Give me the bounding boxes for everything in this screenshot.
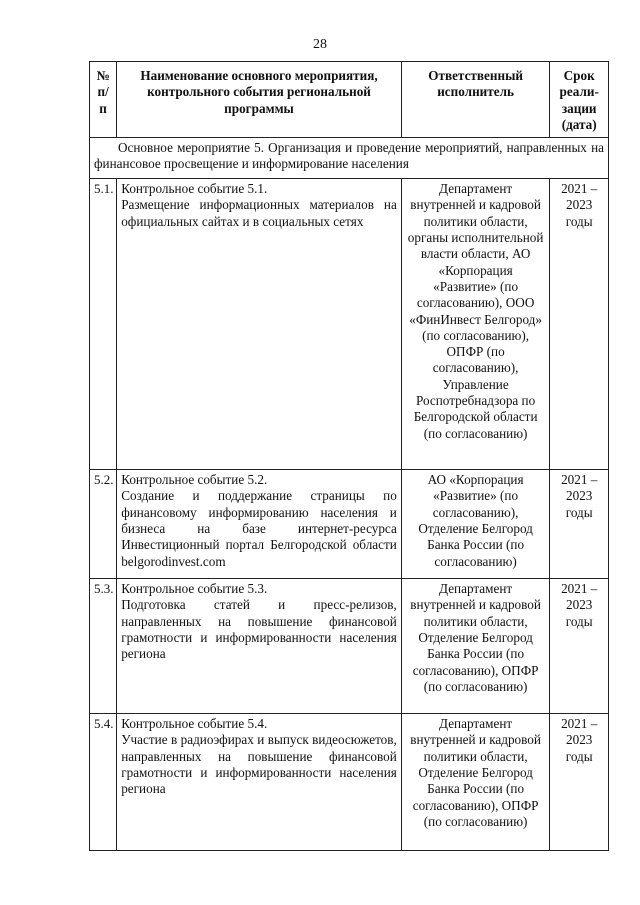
- row-term: 2021 – 2023 годы: [550, 470, 609, 579]
- section-title: Основное мероприятие 5. Организация и проведение мероприятий, направленных на финансовое просвещение и информирование населения: [90, 138, 609, 179]
- row-num: 5.3.: [90, 579, 117, 714]
- event-text: Подготовка статей и пресс-релизов, направленных на повышение финансовой грамотности и информированности населения региона: [121, 597, 397, 662]
- row-name: [117, 714, 402, 851]
- row-num: 5.2.: [90, 470, 117, 579]
- table-row: [90, 579, 609, 714]
- table-header-row: [90, 62, 609, 138]
- row-term: 2021 – 2023 годы: [550, 179, 609, 470]
- header-num: № п/п: [90, 62, 117, 138]
- table-row: [90, 470, 609, 579]
- event-title: Контрольное событие 5.1.: [121, 181, 268, 197]
- row-name: [117, 179, 402, 470]
- page-number: 28: [313, 37, 327, 52]
- row-responsible: Департамент внутренней и кадровой политики области, Отделение Белгород Банка России (по согласованию), ОПФР (по согласованию): [401, 714, 550, 851]
- header-term: Срок реали-зации (дата): [550, 62, 609, 138]
- header-name: Наименование основного мероприятия, контрольного события региональной программы: [117, 62, 402, 138]
- row-num: 5.4.: [90, 714, 117, 851]
- row-responsible: Департамент внутренней и кадровой политики области, Отделение Белгород Банка России (по согласованию), ОПФР (по согласованию): [401, 579, 550, 714]
- event-text: Участие в радиоэфирах и выпуск видеосюжетов, направленных на повышение финансовой грамотности и информированности населения региона: [121, 732, 397, 797]
- event-text: Создание и поддержание страницы по финансовому информированию населения и бизнеса на базе интернет-ресурса Инвестиционный портал Белгородской области belgorodinvest.com: [121, 488, 397, 569]
- row-term: 2021 – 2023 годы: [550, 714, 609, 851]
- row-num: 5.1.: [90, 179, 117, 470]
- section-row: [90, 138, 609, 179]
- header-responsible: Ответственный исполнитель: [401, 62, 550, 138]
- event-text: Размещение информационных материалов на официальных сайтах и в социальных сетях: [121, 197, 397, 229]
- events-table: [89, 61, 609, 851]
- event-title: Контрольное событие 5.3.: [121, 581, 268, 597]
- row-responsible: Департамент внутренней и кадровой политики области, органы исполнительной власти области, АО «Корпорация «Развитие» (по согласованию), ООО «ФинИнвест Белгород» (по согласованию), ОПФР (по согласованию), Управление Роспотребнадзора по Белгородской области (по согласованию): [401, 179, 550, 470]
- row-term: 2021 – 2023 годы: [550, 579, 609, 714]
- row-responsible: АО «Корпорация «Развитие» (по согласованию), Отделение Белгород Банка России (по согласованию): [401, 470, 550, 579]
- event-title: Контрольное событие 5.4.: [121, 716, 268, 732]
- row-name: [117, 470, 402, 579]
- row-name: [117, 579, 402, 714]
- table-row: [90, 179, 609, 470]
- table-row: [90, 714, 609, 851]
- event-title: Контрольное событие 5.2.: [121, 472, 268, 488]
